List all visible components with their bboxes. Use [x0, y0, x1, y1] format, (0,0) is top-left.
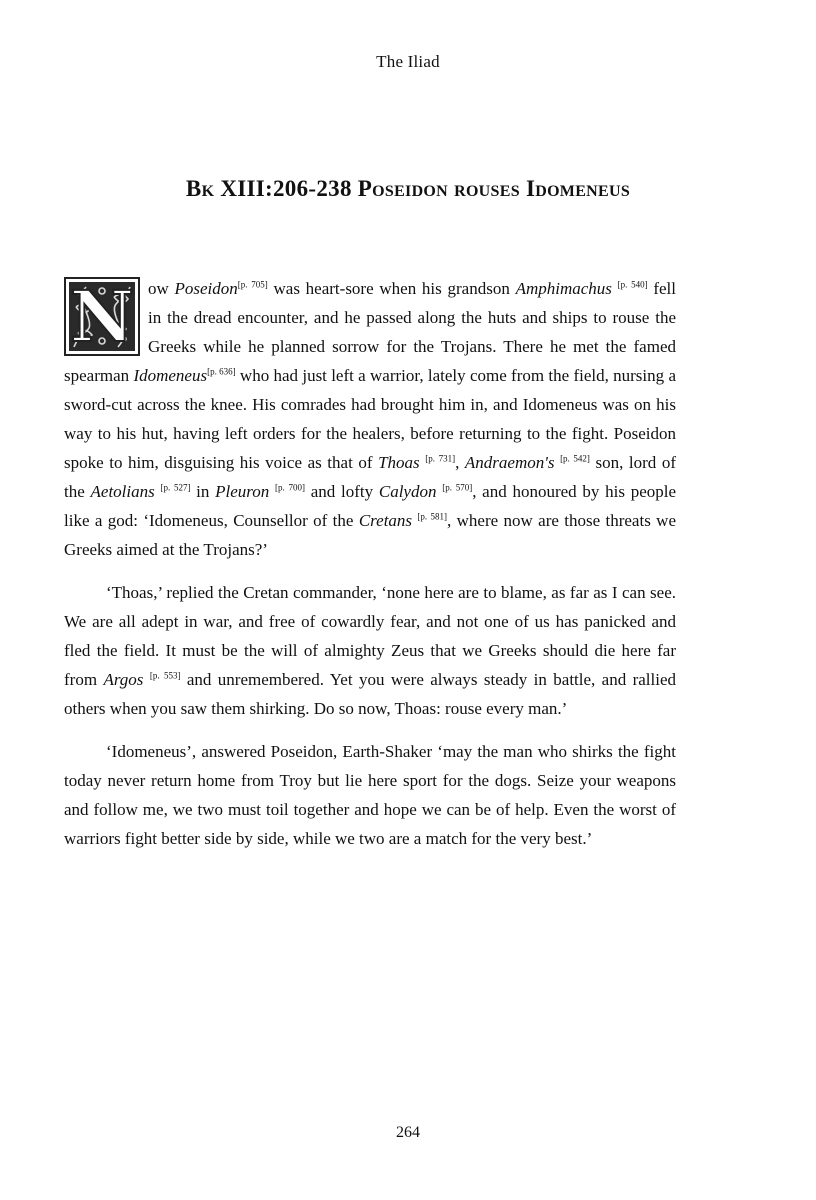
text-run: was heart-sore when his grandson: [267, 279, 516, 298]
proper-noun: Andraemon's: [464, 453, 555, 472]
dropcap-letter: N: [70, 275, 134, 358]
paragraph-3: [64, 737, 676, 853]
text-run: ,: [455, 453, 465, 472]
floral-ornament-icon: [64, 277, 140, 356]
proper-noun: Pleuron: [215, 482, 270, 501]
paragraph-2: [64, 578, 676, 723]
page-reference: [p. 636]: [207, 366, 236, 377]
text-run: who had just left a warrior, lately come from the field, nursing a sword-cut across the knee. His comrades had brought him in, and Idomeneus was on his way to his hut, having left orders for the healers, before returning to the fight. Poseidon spoke to him, disguising his voice as that of: [64, 366, 676, 472]
page-reference: [p. 527]: [160, 482, 191, 493]
proper-noun: Thoas: [378, 453, 420, 472]
proper-noun: Aetolians: [90, 482, 155, 501]
page-reference: [p. 700]: [275, 482, 306, 493]
proper-noun: Calydon: [378, 482, 437, 501]
page-reference: [p. 542]: [560, 453, 590, 464]
running-head: The Iliad: [376, 52, 440, 71]
text-run: ow: [148, 279, 175, 298]
page-reference: [p. 540]: [617, 279, 648, 290]
text-run: in: [190, 482, 216, 501]
ornamental-dropcap: [64, 277, 140, 356]
proper-noun: Cretans: [358, 511, 413, 530]
text-run: son, lord of the: [64, 453, 677, 501]
text-run: ‘Thoas,’ replied the Cretan commander, ‘none here are to blame, as far as I can see. We are all adept in war, and free of cowardly fear, and not one of us has panicked and fled the field. It must be the will of almighty Zeus that we Greeks should die here far from: [64, 583, 676, 689]
paragraph-1: [64, 274, 676, 564]
chapter-title: Bk XIII:206-238 Poseidon rouses Idomeneus: [185, 176, 631, 201]
proper-noun: Poseidon: [174, 279, 238, 298]
proper-noun: Idomeneus: [133, 366, 208, 385]
page-reference: [p. 731]: [425, 453, 456, 464]
body-text: [64, 274, 676, 853]
page-reference: [p. 705]: [237, 279, 268, 290]
proper-noun: Amphimachus: [515, 279, 612, 298]
page-reference: [p. 553]: [149, 670, 181, 681]
text-run: fell in the dread encounter, and he passed along the huts and ships to rouse the Greeks while he planned sorrow for the Trojans. There he met the famed spearman: [64, 279, 676, 385]
text-run: ‘Idomeneus’, answered Poseidon, Earth-Shaker ‘may the man who shirks the fight today never return home from Troy but lie here sport for the dogs. Seize your weapons and follow me, we two must toil together and hope we can be of help. Even the worst of warriors fight better side by side, while we two are a match for the very best.’: [64, 742, 676, 848]
text-run: , and honoured by his people like a god: ‘Idomeneus, Counsellor of the: [64, 482, 677, 530]
page-number: 264: [396, 1124, 420, 1141]
page-reference: [p. 570]: [442, 482, 473, 493]
text-run: , where now are those threats we Greeks aimed at the Trojans?’: [64, 511, 676, 559]
page-reference: [p. 581]: [417, 511, 448, 522]
text-run: and lofty: [305, 482, 379, 501]
proper-noun: Argos: [103, 670, 144, 689]
text-run: and unremembered. Yet you were always steady in battle, and rallied others when you saw them shirking. Do so now, Thoas: rouse every man.’: [64, 670, 677, 718]
